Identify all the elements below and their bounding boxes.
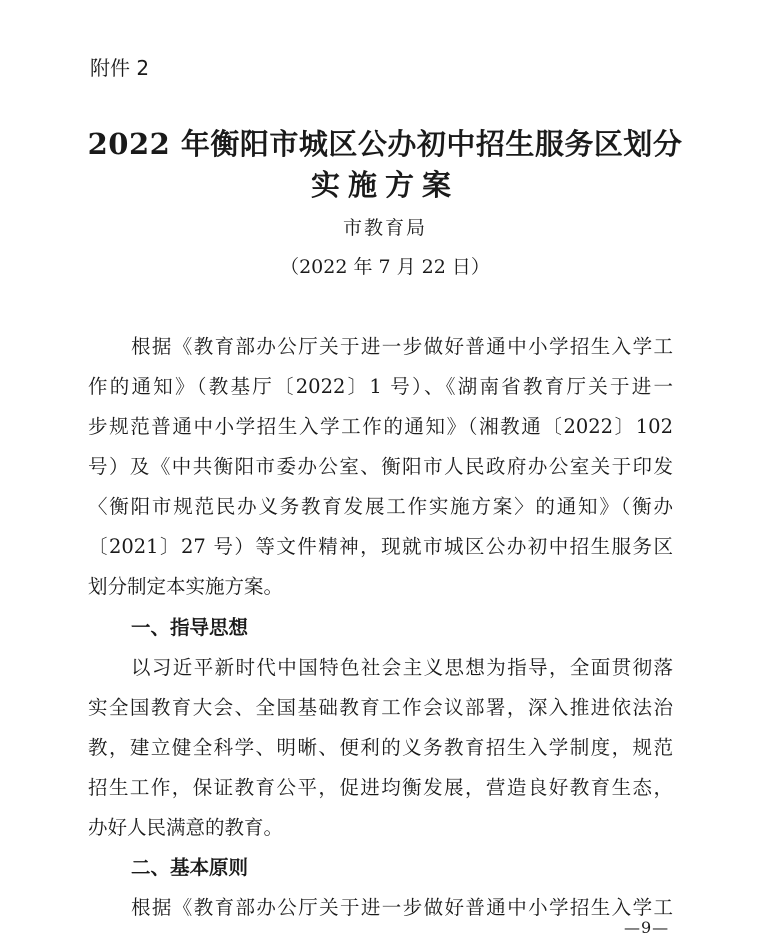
- text-line: 号）及《中共衡阳市委办公室、衡阳市人民政府办公室关于印发: [88, 455, 673, 478]
- issuer: 市教育局: [342, 217, 427, 239]
- text-line: 〈衡阳市规范民办义务教育发展工作实施方案〉的通知》（衡办: [88, 495, 673, 518]
- document-title-line-1: 2022 年衡阳市城区公办初中招生服务区划分: [87, 127, 683, 161]
- issue-date: （2022 年 7 月 22 日）: [280, 256, 490, 278]
- document-title-line-2: 实施方案: [310, 168, 459, 202]
- page-number: —9—: [624, 918, 670, 937]
- text-line: 实全国教育大会、全国基础教育工作会议部署，深入推进依法治: [88, 696, 673, 719]
- section-heading-basic-principles: 二、基本原则: [131, 856, 249, 879]
- text-line: 办好人民满意的教育。: [88, 816, 284, 839]
- text-line: 招生工作，保证教育公平，促进均衡发展，营造良好教育生态，: [88, 776, 673, 799]
- text-line: 划分制定本实施方案。: [88, 575, 284, 598]
- attachment-label: 附件 2: [90, 56, 150, 80]
- text-line: 根据《教育部办公厅关于进一步做好普通中小学招生入学工: [131, 896, 673, 919]
- text-line: 〔2021〕27 号）等文件精神，现就市城区公办初中招生服务区: [88, 535, 673, 558]
- text-line: 以习近平新时代中国特色社会主义思想为指导，全面贯彻落: [131, 656, 673, 679]
- section-heading-guiding-ideology: 一、指导思想: [131, 616, 249, 639]
- text-line: 根据《教育部办公厅关于进一步做好普通中小学招生入学工: [131, 335, 673, 358]
- text-line: 教，建立健全科学、明晰、便利的义务教育招生入学制度，规范: [88, 736, 673, 759]
- text-line: 步规范普通中小学招生入学工作的通知》（湘教通〔2022〕102: [88, 415, 673, 438]
- text-line: 作的通知》（教基厅〔2022〕1 号）、《湖南省教育厅关于进一: [88, 375, 673, 398]
